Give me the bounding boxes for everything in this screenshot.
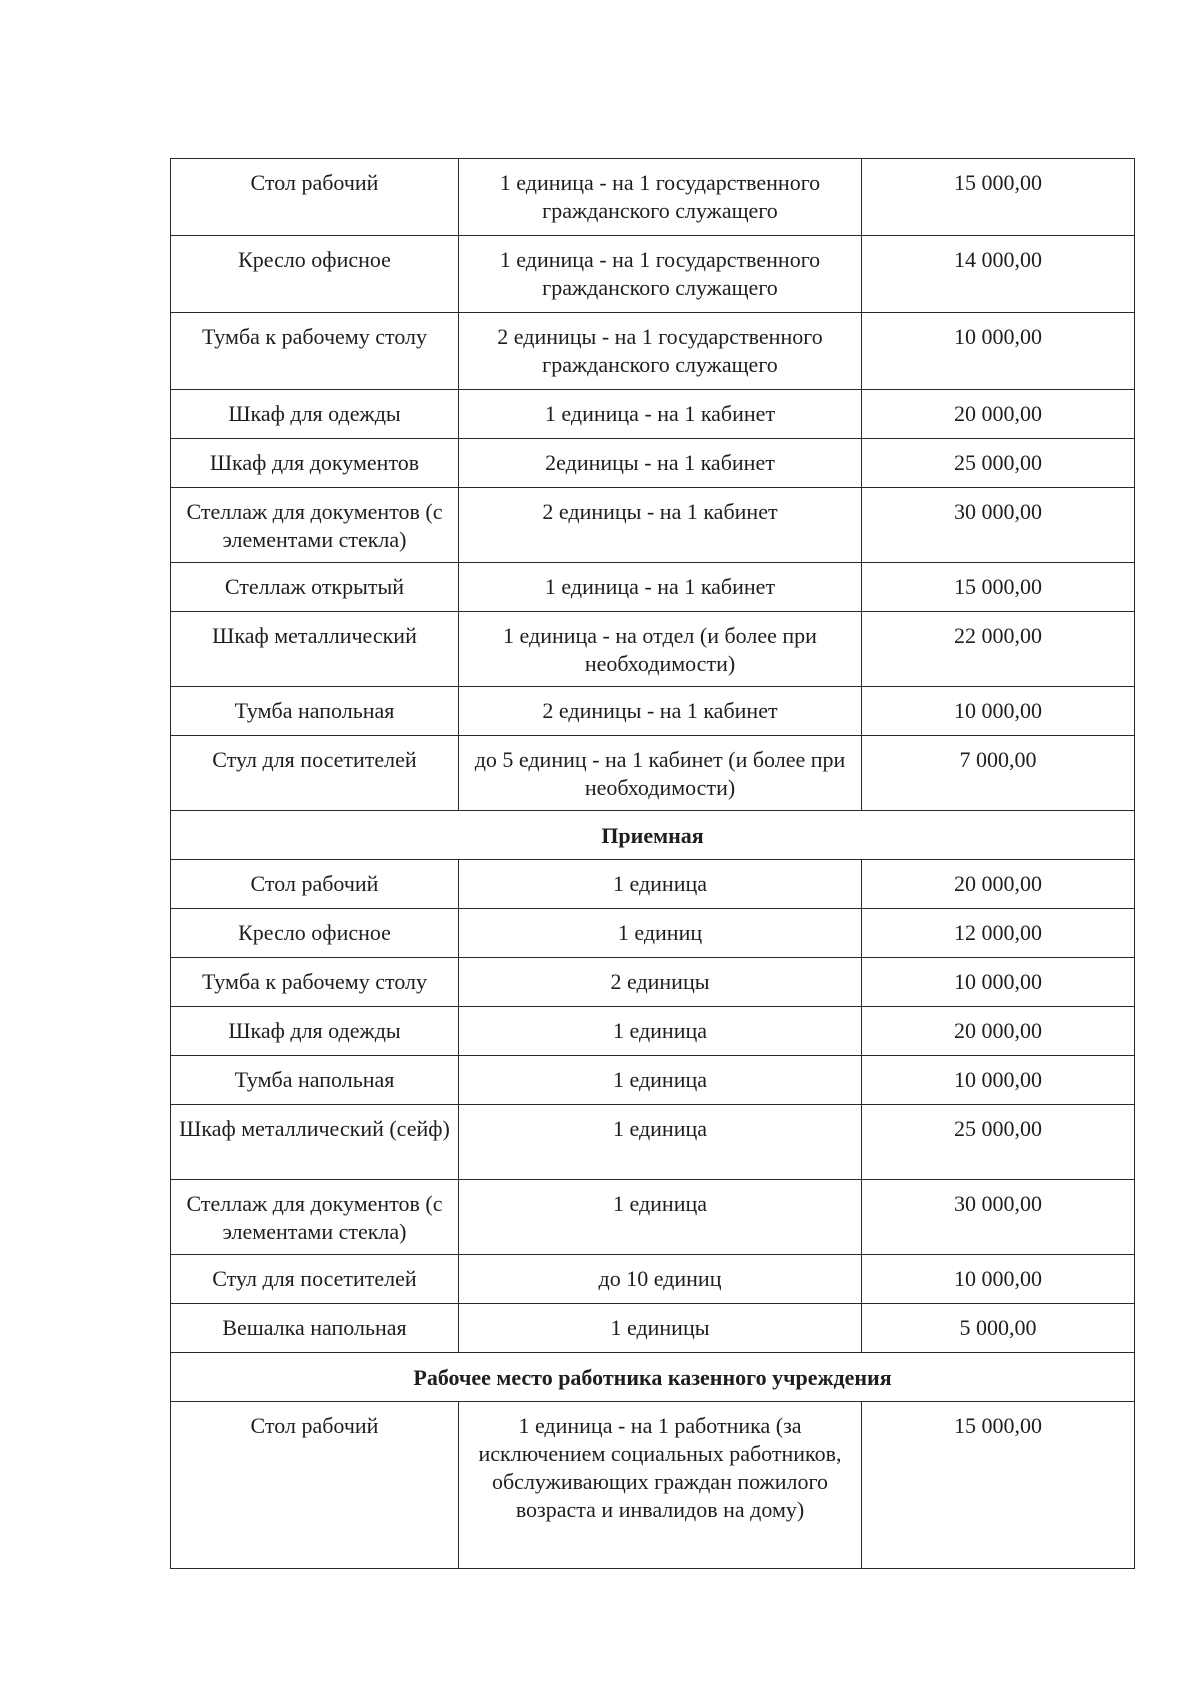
price-cell: 25 000,00: [862, 1105, 1135, 1180]
quantity-norm-cell: 1 единица: [459, 1007, 862, 1056]
table-row: [171, 236, 1135, 313]
item-name-cell: Тумба напольная: [171, 687, 459, 736]
item-name-cell: Стеллаж для документов (с элементами стекла): [171, 488, 459, 563]
section-header-row: [171, 811, 1135, 860]
item-name-cell: Тумба к рабочему столу: [171, 958, 459, 1007]
table-row: [171, 909, 1135, 958]
quantity-norm-cell: 2единицы - на 1 кабинет: [459, 439, 862, 488]
price-cell: 30 000,00: [862, 1180, 1135, 1255]
item-name-cell: Кресло офисное: [171, 909, 459, 958]
item-name-cell: Стол рабочий: [171, 860, 459, 909]
item-name-cell: Шкаф металлический: [171, 612, 459, 687]
item-name-cell: Шкаф для одежды: [171, 1007, 459, 1056]
table-row: [171, 860, 1135, 909]
table-row: [171, 1402, 1135, 1569]
item-name-cell: Стул для посетителей: [171, 1255, 459, 1304]
section-header-row: [171, 1353, 1135, 1402]
table-row: [171, 1304, 1135, 1353]
table-row: [171, 1105, 1135, 1180]
quantity-norm-cell: 2 единицы - на 1 кабинет: [459, 687, 862, 736]
table-body: [171, 159, 1135, 1569]
table-row: [171, 1255, 1135, 1304]
price-cell: 20 000,00: [862, 390, 1135, 439]
item-name-cell: Стеллаж открытый: [171, 563, 459, 612]
item-name-cell: Кресло офисное: [171, 236, 459, 313]
quantity-norm-cell: до 10 единиц: [459, 1255, 862, 1304]
item-name-cell: Тумба к рабочему столу: [171, 313, 459, 390]
table-row: [171, 1180, 1135, 1255]
quantity-norm-cell: 1 единицы: [459, 1304, 862, 1353]
table-row: [171, 687, 1135, 736]
price-cell: 14 000,00: [862, 236, 1135, 313]
price-cell: 5 000,00: [862, 1304, 1135, 1353]
table-row: [171, 1056, 1135, 1105]
quantity-norm-cell: 2 единицы - на 1 кабинет: [459, 488, 862, 563]
item-name-cell: Тумба напольная: [171, 1056, 459, 1105]
item-name-cell: Шкаф для одежды: [171, 390, 459, 439]
price-cell: 10 000,00: [862, 1255, 1135, 1304]
table-row: [171, 958, 1135, 1007]
quantity-norm-cell: 1 единица: [459, 1105, 862, 1180]
price-cell: 10 000,00: [862, 687, 1135, 736]
quantity-norm-cell: 1 единица: [459, 860, 862, 909]
quantity-norm-cell: до 5 единиц - на 1 кабинет (и более при необходимости): [459, 736, 862, 811]
item-name-cell: Стул для посетителей: [171, 736, 459, 811]
item-name-cell: Шкаф металлический (сейф): [171, 1105, 459, 1180]
quantity-norm-cell: 1 единица - на 1 кабинет: [459, 563, 862, 612]
price-cell: 22 000,00: [862, 612, 1135, 687]
quantity-norm-cell: 1 единица - на 1 кабинет: [459, 390, 862, 439]
table-row: [171, 159, 1135, 236]
price-cell: 12 000,00: [862, 909, 1135, 958]
item-name-cell: Стеллаж для документов (с элементами стекла): [171, 1180, 459, 1255]
item-name-cell: Стол рабочий: [171, 1402, 459, 1569]
item-name-cell: Вешалка напольная: [171, 1304, 459, 1353]
item-name-cell: Шкаф для документов: [171, 439, 459, 488]
quantity-norm-cell: 1 единиц: [459, 909, 862, 958]
table-row: [171, 736, 1135, 811]
item-name-cell: Стол рабочий: [171, 159, 459, 236]
table-row: [171, 488, 1135, 563]
table-row: [171, 612, 1135, 687]
quantity-norm-cell: 2 единицы: [459, 958, 862, 1007]
table-row: [171, 1007, 1135, 1056]
table-row: [171, 439, 1135, 488]
price-cell: 15 000,00: [862, 159, 1135, 236]
quantity-norm-cell: 1 единица - на 1 государственного гражданского служащего: [459, 236, 862, 313]
quantity-norm-cell: 1 единица: [459, 1056, 862, 1105]
table-row: [171, 313, 1135, 390]
quantity-norm-cell: 1 единица - на 1 государственного гражданского служащего: [459, 159, 862, 236]
price-cell: 7 000,00: [862, 736, 1135, 811]
price-cell: 10 000,00: [862, 958, 1135, 1007]
price-cell: 15 000,00: [862, 563, 1135, 612]
price-cell: 15 000,00: [862, 1402, 1135, 1569]
price-cell: 30 000,00: [862, 488, 1135, 563]
section-title: Рабочее место работника казенного учреждения: [171, 1353, 1135, 1402]
section-title: Приемная: [171, 811, 1135, 860]
table-row: [171, 390, 1135, 439]
quantity-norm-cell: 1 единица - на отдел (и более при необходимости): [459, 612, 862, 687]
furniture-norms-table: [170, 158, 1135, 1569]
quantity-norm-cell: 1 единица: [459, 1180, 862, 1255]
quantity-norm-cell: 2 единицы - на 1 государственного гражданского служащего: [459, 313, 862, 390]
price-cell: 10 000,00: [862, 1056, 1135, 1105]
price-cell: 20 000,00: [862, 860, 1135, 909]
price-cell: 25 000,00: [862, 439, 1135, 488]
price-cell: 10 000,00: [862, 313, 1135, 390]
price-cell: 20 000,00: [862, 1007, 1135, 1056]
table-row: [171, 563, 1135, 612]
quantity-norm-cell: 1 единица - на 1 работника (за исключением социальных работников, обслуживающих граждан пожилого возраста и инвалидов на дому): [459, 1402, 862, 1569]
